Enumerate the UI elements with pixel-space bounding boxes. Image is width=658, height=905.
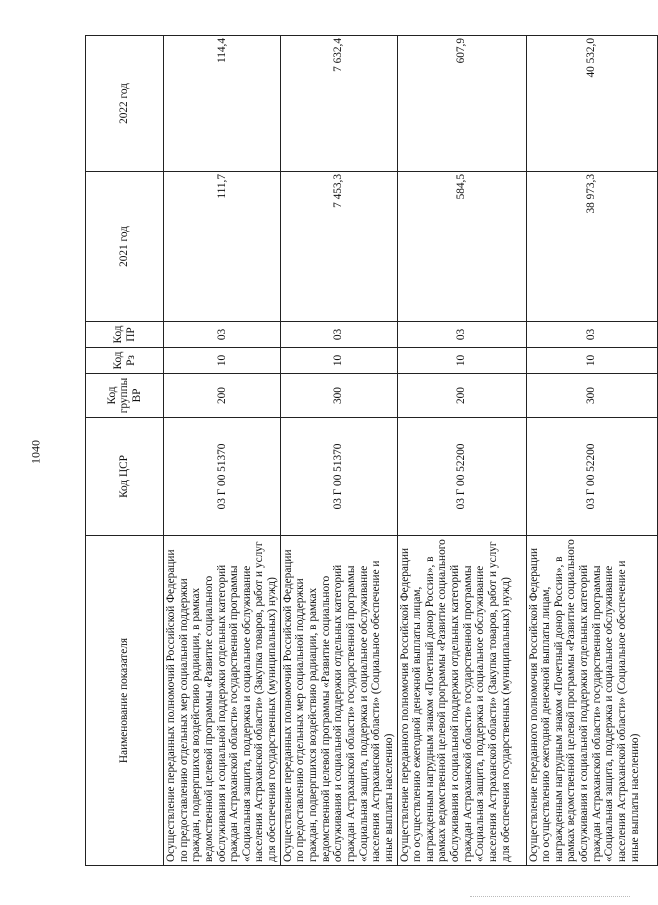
header-2021: 2021 год [86,172,164,322]
footer-scan-mark [470,896,630,901]
row-pr: 03 [164,322,281,348]
row-2021: 111,7 [164,172,281,322]
row-csr: 03 Г 00 52200 [526,418,657,536]
rotated-table-container [85,36,641,866]
row-vr: 200 [164,374,281,418]
row-2022: 114,4 [164,36,281,172]
table-header-row [86,36,164,866]
row-name: Осуществление переданных полномочий Российской Федерации по предоставлению отдельных мер социальной поддержки граждан, подвергшихся воздействию радиации, в рамках ведомственной целевой программы «Развитие социального обслуживания и социальной поддержки отдельных категорий граждан Астраханской области» государственной программы «Социальная защита, поддержка и социальное обслуживание населения Астраханской области» (Социальное обеспечение и иные выплаты населению) [280,536,397,866]
row-2021: 7 453,3 [280,172,397,322]
row-2022: 607,9 [397,36,526,172]
row-rz: 10 [164,348,281,374]
row-2021: 38 973,3 [526,172,657,322]
row-csr: 03 Г 00 51370 [280,418,397,536]
row-2021: 584,5 [397,172,526,322]
row-csr: 03 Г 00 51370 [164,418,281,536]
table-row [397,36,526,866]
header-pr: Код ПР [86,322,164,348]
row-2022: 40 532,0 [526,36,657,172]
header-2022: 2022 год [86,36,164,172]
header-name: Наименование показателя [86,536,164,866]
row-vr: 300 [280,374,397,418]
header-vr: Код группы ВР [86,374,164,418]
page-number: 1040 [28,440,43,464]
row-rz: 10 [397,348,526,374]
row-pr: 03 [280,322,397,348]
row-vr: 300 [526,374,657,418]
row-vr: 200 [397,374,526,418]
table-row [164,36,281,866]
row-name: Осуществление переданных полномочий Российской Федерации по предоставлению отдельных мер социальной поддержки граждан, подвергшихся воздействию радиации, в рамках ведомственной целевой программы «Развитие социального обслуживания и социальной поддержки отдельных категорий граждан Астраханской области» государственной программы «Социальная защита, поддержка и социальное обслуживание населения Астраханской области» (Закупка товаров, работ и услуг для обеспечения государственных (муниципальных) нужд) [164,536,281,866]
budget-table [85,35,658,866]
row-name: Осуществление переданного полномочия Российской Федерации по осуществлению ежегодной денежной выплаты лицам, награжденным нагрудным знаком «Почетный донор России», в рамках ведомственной целевой программы «Развитие социального обслуживания и социальной поддержки отдельных категорий граждан Астраханской области» государственной программы «Социальная защита, поддержка и социальное обслуживание населения Астраханской области» (Социальное обеспечение и иные выплаты населению) [526,536,657,866]
header-csr: Код ЦСР [86,418,164,536]
row-rz: 10 [526,348,657,374]
table-row [526,36,657,866]
row-rz: 10 [280,348,397,374]
row-name: Осуществление переданного полномочия Российской Федерации по осуществлению ежегодной денежной выплаты лицам, награжденным нагрудным знаком «Почетный донор России», в рамках ведомственной целевой программы «Развитие социального обслуживания и социальной поддержки отдельных категорий граждан Астраханской области» государственной программы «Социальная защита, поддержка и социальное обслуживание населения Астраханской области» (Закупка товаров, работ и услуг для обеспечения государственных (муниципальных) нужд) [397,536,526,866]
row-2022: 7 632,4 [280,36,397,172]
table-row [280,36,397,866]
row-pr: 03 [526,322,657,348]
row-pr: 03 [397,322,526,348]
header-rz: Код Рз [86,348,164,374]
row-csr: 03 Г 00 52200 [397,418,526,536]
